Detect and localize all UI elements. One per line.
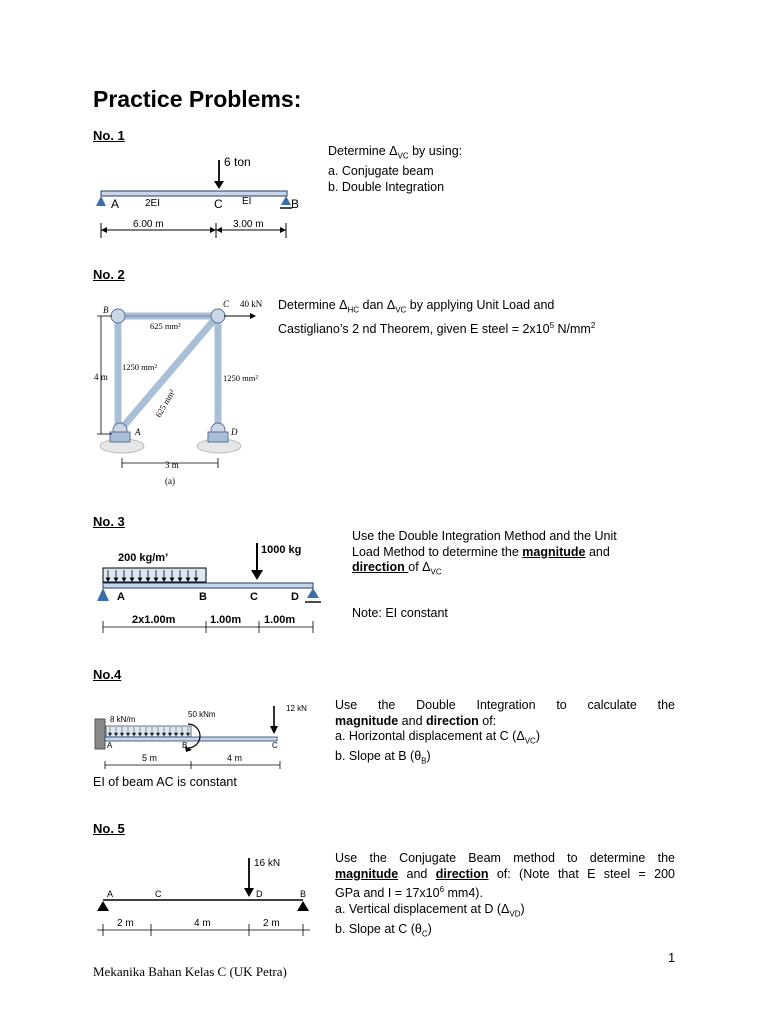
svg-text:EI: EI: [242, 196, 252, 207]
svg-text:40 kN: 40 kN: [240, 299, 263, 309]
svg-text:D: D: [231, 427, 238, 437]
problem-1-label: No. 1: [93, 128, 125, 143]
svg-text:1250 mm²: 1250 mm²: [122, 362, 157, 372]
svg-text:4 m: 4 m: [227, 753, 243, 763]
svg-text:A: A: [107, 741, 113, 750]
svg-text:1250 mm²: 1250 mm²: [223, 373, 258, 383]
problem-4-label: No.4: [93, 667, 122, 682]
svg-text:200 kg/m’: 200 kg/m’: [118, 552, 169, 564]
svg-text:B: B: [300, 889, 307, 899]
problem-3-label: No. 3: [93, 514, 125, 529]
svg-text:B: B: [199, 591, 207, 603]
svg-text:C: C: [155, 889, 162, 899]
svg-text:1.00m: 1.00m: [264, 614, 296, 626]
svg-text:2EI: 2EI: [145, 198, 161, 209]
problem-3-note: Note: EI constant: [352, 606, 448, 620]
p1-load-label: 6 ton: [224, 155, 251, 169]
problem-2-question: Determine $\Delta_{HC}$ dan $\Delta_{VC}$ by applying Unit Load and Castigliano’s 2 nd Theorem, given E steel = $2x10^5$ $N/mm^2$: [278, 298, 596, 337]
problem-1-question: Determine $\Delta_{VC}$ by using: a. Conjugate beam b. Double Integration: [328, 144, 463, 194]
svg-text:A: A: [107, 889, 114, 899]
svg-text:C: C: [250, 591, 258, 603]
svg-text:4 m: 4 m: [194, 918, 211, 929]
svg-text:C: C: [214, 197, 223, 211]
svg-text:625 mm²: 625 mm²: [150, 321, 181, 331]
svg-text:6.00 m: 6.00 m: [133, 219, 164, 230]
problem-5-label: No. 5: [93, 821, 125, 836]
svg-text:D: D: [291, 591, 299, 603]
svg-text:3 m: 3 m: [165, 460, 179, 470]
svg-text:A: A: [135, 427, 141, 437]
svg-text:5 m: 5 m: [142, 753, 158, 763]
svg-text:12 kN: 12 kN: [286, 704, 307, 713]
svg-text:2x1.00m: 2x1.00m: [132, 614, 176, 626]
problem-3-question: Use the Double Integration Method and the Unit Load Method to determine the magnitude and direction of $\Delta_{VC}$: [352, 529, 617, 577]
svg-text:1.00m: 1.00m: [210, 614, 242, 626]
svg-text:625 mm²: 625 mm²: [153, 387, 178, 419]
svg-text:C: C: [223, 299, 230, 309]
svg-text:(a): (a): [165, 476, 175, 486]
svg-text:B: B: [182, 741, 188, 750]
svg-text:2 m: 2 m: [117, 918, 134, 929]
svg-text:C: C: [272, 741, 278, 750]
svg-text:50 kNm: 50 kNm: [188, 710, 216, 719]
svg-text:1000 kg: 1000 kg: [261, 544, 302, 556]
svg-text:A: A: [111, 197, 120, 211]
svg-text:16 kN: 16 kN: [254, 858, 281, 869]
page-number: 1: [668, 950, 676, 965]
problem-4-question: Use the Double Integration to calculate the magnitude and direction of: a. Horizontal displacement at C $(\Delta_{VC})$ b. Slope at B $(\theta_B)$: [335, 698, 675, 766]
svg-text:3.00 m: 3.00 m: [233, 219, 264, 230]
svg-text:8 kN/m: 8 kN/m: [110, 715, 136, 724]
page-title: Practice Problems:: [93, 86, 302, 112]
svg-text:2 m: 2 m: [263, 918, 280, 929]
page-footer: Mekanika Bahan Kelas C (UK Petra): [93, 964, 287, 979]
svg-text:A: A: [117, 591, 125, 603]
problem-2-label: No. 2: [93, 267, 125, 282]
problem-4-note: EI of beam AC is constant: [93, 775, 237, 789]
svg-text:4 m: 4 m: [94, 372, 108, 382]
svg-text:B: B: [291, 197, 300, 211]
svg-text:B: B: [103, 305, 109, 315]
problem-5-question: Use the Conjugate Beam method to determine the magnitude and direction of: (Note that E steel = 200 GPa and $I = 17x10^6$ mm4). a. Vertical displacement at D $(\Delta_{VD})$ b. Slope at C $(\theta_C)$: [335, 851, 675, 939]
svg-text:D: D: [256, 889, 263, 899]
